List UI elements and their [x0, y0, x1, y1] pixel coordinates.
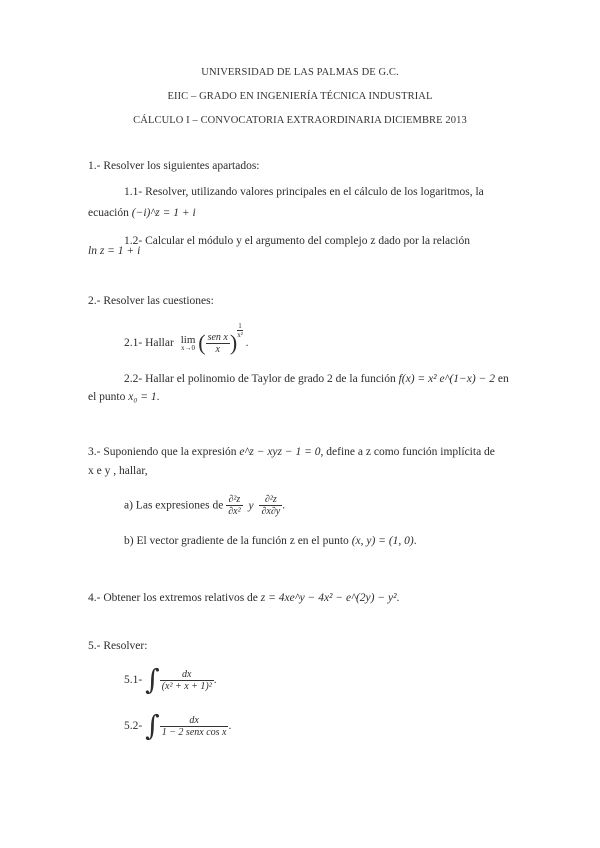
- q5-p2: 5.2- ∫ $\frac{dx}{\text{1 − 2 senx cos x}}$ .: [124, 709, 232, 742]
- q4-equation: z = 4xe^y − 4x² − e^(2y) − y²: [260, 592, 397, 604]
- q1-p1-line2: [88, 207, 196, 219]
- frac2-num: ∂²z: [264, 494, 277, 505]
- q2-limit: [181, 334, 196, 352]
- q3-intro: 3.- Suponiendo que la expresión: [88, 446, 237, 458]
- q1-p1-line1: 1.1- Resolver, utilizando valores principales en el cálculo de los logaritmos, la: [124, 186, 484, 198]
- q2-p1-label: 2.1- Hallar: [124, 337, 174, 349]
- q4-line: 4.- Obtener los extremos relativos de z = 4xe^y − 4x² − e^(2y) − y².: [88, 592, 400, 604]
- frac1-num: ∂²z: [228, 494, 241, 505]
- q4-text: 4.- Obtener los extremos relativos de: [88, 592, 258, 604]
- q1-p1-equation: (−i)^z = 1 + i: [131, 207, 196, 219]
- q3-pb-text: b) El vector gradiente de la función z en el punto: [124, 535, 349, 547]
- q2-p2-text: 2.2- Hallar el polinomio de Taylor de grado 2 de la función: [124, 373, 396, 385]
- exp-den: x²: [237, 331, 243, 339]
- lim-subscript: x→0: [181, 344, 196, 352]
- q5-p1-num: dx: [181, 668, 192, 680]
- q1-title: 1.- Resolver los siguientes apartados:: [88, 160, 260, 172]
- q5-p1-den: (x² + x + 1)²: [161, 680, 212, 692]
- left-paren: (: [198, 330, 206, 355]
- q2-p2-point-label: el punto: [88, 391, 126, 403]
- frac1-den: ∂x²: [228, 506, 241, 517]
- q2-p1-fraction: [206, 332, 230, 355]
- q3-line2: x e y , hallar,: [88, 465, 148, 477]
- q5-p2-label: 5.2-: [124, 720, 143, 732]
- q2-p1-exponent: [237, 322, 243, 339]
- right-paren: ): [229, 330, 238, 355]
- q1-p1-label: ecuación: [88, 207, 129, 219]
- q3-pa-frac1: [226, 494, 242, 517]
- q2-p2-line2: el punto x₀ = 1.: [88, 391, 160, 403]
- exp-num: 1: [238, 322, 242, 330]
- q3-pa-y: y: [248, 499, 254, 512]
- q5-title: 5.- Resolver:: [88, 640, 148, 652]
- q5-p2-fraction: [160, 715, 229, 738]
- q2-p2-function: f(x) = x² e^(1−x) − 2: [398, 373, 495, 385]
- q1-p2-line1: 1.2- Calcular el módulo y el argumento del complejo z dado por la relación: [124, 235, 470, 247]
- q5-p2-den: 1 − 2 senx cos x: [161, 726, 227, 738]
- q5-p2-num: dx: [189, 714, 199, 726]
- q3-pb: b) El vector gradiente de la función z en el punto (x, y) = (1, 0).: [124, 535, 417, 547]
- q5-p1-label: 5.1-: [124, 674, 143, 686]
- q3-pb-point: (x, y) = (1, 0): [351, 535, 414, 547]
- q2-title: 2.- Resolver las cuestiones:: [88, 295, 214, 307]
- q3-pa: a) Las expresiones de $\frac{\text{∂²z}}{\text{∂x²}}$ y $\frac{\text{∂²z}}{\partial x\partial y}$ .: [124, 494, 286, 517]
- q2-p2-line1: [124, 373, 509, 385]
- q2-p2-point: x₀ = 1: [128, 391, 157, 403]
- q3-equation: e^z − xyz − 1 = 0: [239, 446, 321, 458]
- q3-line1: [88, 446, 495, 458]
- q3-pa-frac2: [259, 494, 282, 517]
- q1-p2-equation: ln z = 1 + i: [88, 245, 141, 257]
- q2-p1-numerator: sen x: [207, 331, 228, 343]
- q2-p2-en: en: [497, 373, 509, 385]
- header-degree: EIIC – GRADO EN INGENIERÍA TÉCNICA INDUSTRIAL: [167, 91, 433, 102]
- header-university: UNIVERSIDAD DE LAS PALMAS DE G.C.: [201, 67, 399, 78]
- header-exam: CÁLCULO I – CONVOCATORIA EXTRAORDINARIA DICIEMBRE 2013: [133, 115, 467, 126]
- q3-pa-text: a) Las expresiones de: [124, 499, 224, 512]
- lim-label: lim: [180, 334, 196, 346]
- q3-intro-end: , define a z como función implícita de: [320, 446, 495, 458]
- frac2-den: ∂x∂y: [261, 506, 281, 517]
- q5-p1-fraction: [160, 669, 214, 692]
- q5-p1: 5.1- ∫ $\frac{dx}{\text{(x² + x + 1)²}}$ .: [124, 663, 217, 696]
- q2-p1: 2.1- Hallar lim x→0 ( $\frac{\text{sen x}}{x}$ ) $\frac{1}{\text{x²}}$ .: [124, 322, 249, 355]
- q2-p1-denominator: x: [206, 343, 230, 355]
- integral-sign: ∫: [145, 663, 160, 696]
- integral-sign: ∫: [145, 709, 160, 742]
